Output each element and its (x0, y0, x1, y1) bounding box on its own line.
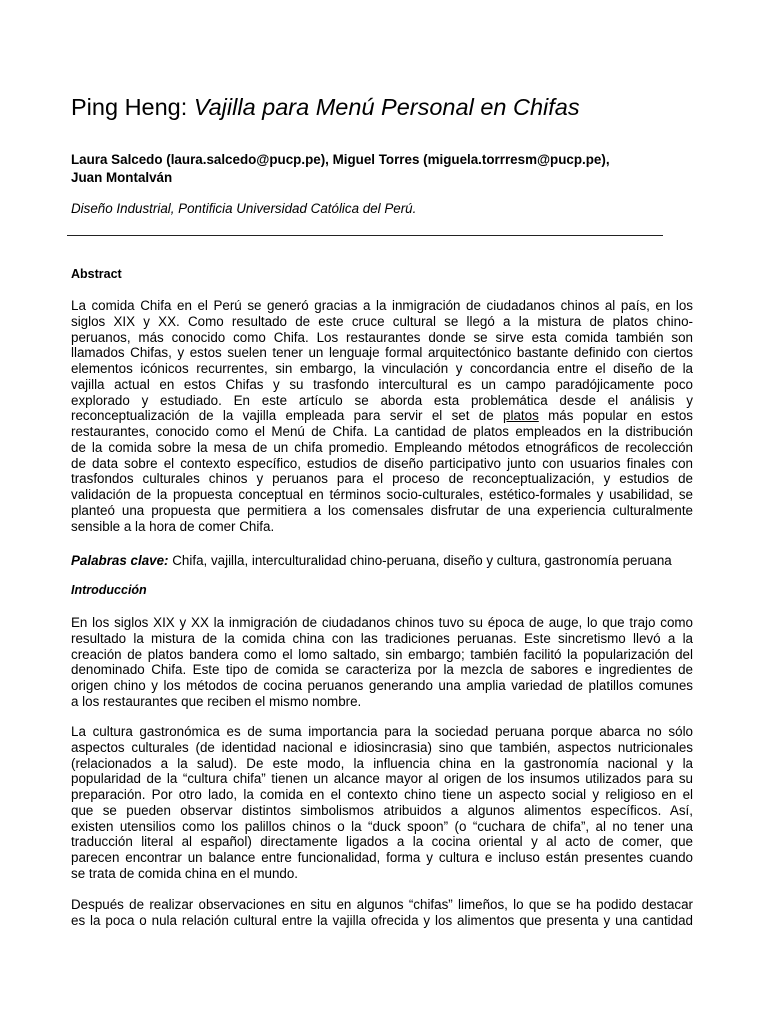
abstract-line: validación de la propuesta conceptual en términos socio-culturales, estético-formales y usabilidad, se (71, 487, 693, 502)
intro-line: (relacionados a la salud). De este modo, la influencia china en la gastronomía nacional y la (71, 755, 693, 771)
abstract-body (71, 298, 693, 534)
abstract-line: de data sobre el contexto específico, estudios de diseño participativo junto con usuarios finales con (71, 455, 693, 471)
intro-line: es la poca o nula relación cultural entre la vajilla ofrecida y los alimentos que presenta y una cantidad (71, 912, 693, 928)
abstract-line: La comida Chifa en el Perú se generó gracias a la inmigración de ciudadanos chinos al país, en los (71, 298, 693, 313)
abstract-line-tail: más popular en estos (538, 408, 693, 424)
intro-line: preparación. Por otro lado, la comida en el contexto chino tiene un aspecto social y religioso en el (71, 787, 693, 802)
authors-line-2: Juan Montalván (71, 170, 173, 185)
intro-heading: Introducción (71, 583, 147, 597)
abstract-line: de la comida sobre la mesa de un chifa promedio. Empleando métodos etnográficos de recolección (71, 439, 693, 455)
abstract-line: trasfondos culturales chinos y peruanos para el proceso de reconceptualización, y estudios de (71, 471, 693, 487)
title-italic: Vajilla para Menú Personal en Chifas (193, 94, 580, 120)
abstract-line: restaurantes, conocido como el Menú de Chifa. La cantidad de platos empleados en la distribución (71, 424, 693, 439)
intro-line: que se pueden observar distintos simbolismos atribuidos a algunos alimentos específicos. Así, (71, 802, 693, 818)
intro-line-last: a los restaurantes que reciben el mismo nombre. (71, 693, 362, 709)
abstract-line: llamados Chifas, y estos suelen tener un lenguaje formal arquitectónico bastante definido con ciertos (71, 345, 693, 361)
title-plain: Ping Heng: (71, 94, 194, 120)
abstract-line-last: sensible a la hora de comer Chifa. (71, 518, 275, 534)
abstract-line: peruanos, más conocido como Chifa. Los restaurantes donde se sirve esta comida también son (71, 329, 693, 345)
authors (71, 151, 693, 187)
abstract-line: planteó una propuesta que permitiera a los comensales disfrutar de una experiencia culturalmente (71, 502, 693, 518)
intro-line: creación de platos bandera como el lomo saltado, sin embargo; también facilitó la popularización del (71, 646, 693, 662)
underlined-word: platos (503, 408, 539, 424)
abstract-line: siglos XIX y XX. Como resultado de este cruce cultural se llegó a la mistura de platos chino- (71, 313, 693, 329)
abstract-line: explorado y estudiado. En este artículo se aborda esta problemática desde el análisis y (71, 392, 693, 408)
title-divider (67, 235, 663, 236)
keywords-text: Chifa, vajilla, interculturalidad chino-peruana, diseño y cultura, gastronomía peruana (168, 553, 672, 568)
intro-line: existen utensilios como los palillos chinos o la “duck spoon” (o “cuchara de chifa”, al no tener una (71, 818, 693, 834)
intro-line: En los siglos XIX y XX la inmigración de ciudadanos chinos tuvo su época de auge, lo que trajo como (71, 615, 693, 630)
affiliation: Diseño Industrial, Pontificia Universidad Católica del Perú. (71, 201, 417, 216)
intro-paragraph-2 (71, 724, 693, 882)
intro-line: La cultura gastronómica es de suma importancia para la sociedad peruana porque abarca no sólo (71, 724, 693, 739)
intro-line: Después de realizar observaciones en situ en algunos “chifas” limeños, lo que se ha podido destacar (71, 897, 693, 912)
intro-line: popularidad de la “cultura chifa” tienen un alcance mayor al origen de los insumos utilizados para su (71, 771, 693, 787)
paper-title (71, 93, 580, 121)
abstract-heading: Abstract (71, 267, 122, 281)
authors-line-1: Laura Salcedo (laura.salcedo@pucp.pe), Miguel Torres (miguela.torrresm@pucp.pe), (71, 152, 610, 167)
abstract-line-with-underline (71, 408, 693, 424)
intro-line: resultado la mistura de la comida china con las tradiciones peruanas. Este sincretismo llevó a la (71, 630, 693, 646)
abstract-line: vajilla actual en estos Chifas y su trasfondo intercultural es un campo paradójicamente poco (71, 376, 693, 392)
intro-line-last: se trata de comida china en el mundo. (71, 865, 299, 881)
abstract-line: elementos icónicos recurrentes, sin embargo, la vinculación y concordancia entre el diseño de la (71, 361, 693, 376)
intro-line: traducción literal al español) directamente ligados a la cocina oriental y al acto de comer, que (71, 834, 693, 850)
abstract-line-head: reconceptualización de la vajilla empleada para servir el set de (71, 408, 504, 424)
intro-paragraph-3 (71, 897, 693, 929)
intro-line: denominado Chifa. Este tipo de comida se caracteriza por la mezcla de sabores e ingredientes de (71, 662, 693, 678)
intro-line: origen chino y los métodos de cocina peruanos generando una amplia variedad de platillos comunes (71, 678, 693, 693)
keywords (71, 553, 693, 569)
intro-line: parecen encontrar un balance entre funcionalidad, forma y cultura e incluso están presentes cuando (71, 850, 693, 865)
intro-line: aspectos culturales (de identidad nacional e idiosincrasia) sino que también, aspectos nutricionales (71, 739, 693, 755)
keywords-label: Palabras clave: (71, 553, 169, 568)
intro-paragraph-1 (71, 615, 693, 710)
